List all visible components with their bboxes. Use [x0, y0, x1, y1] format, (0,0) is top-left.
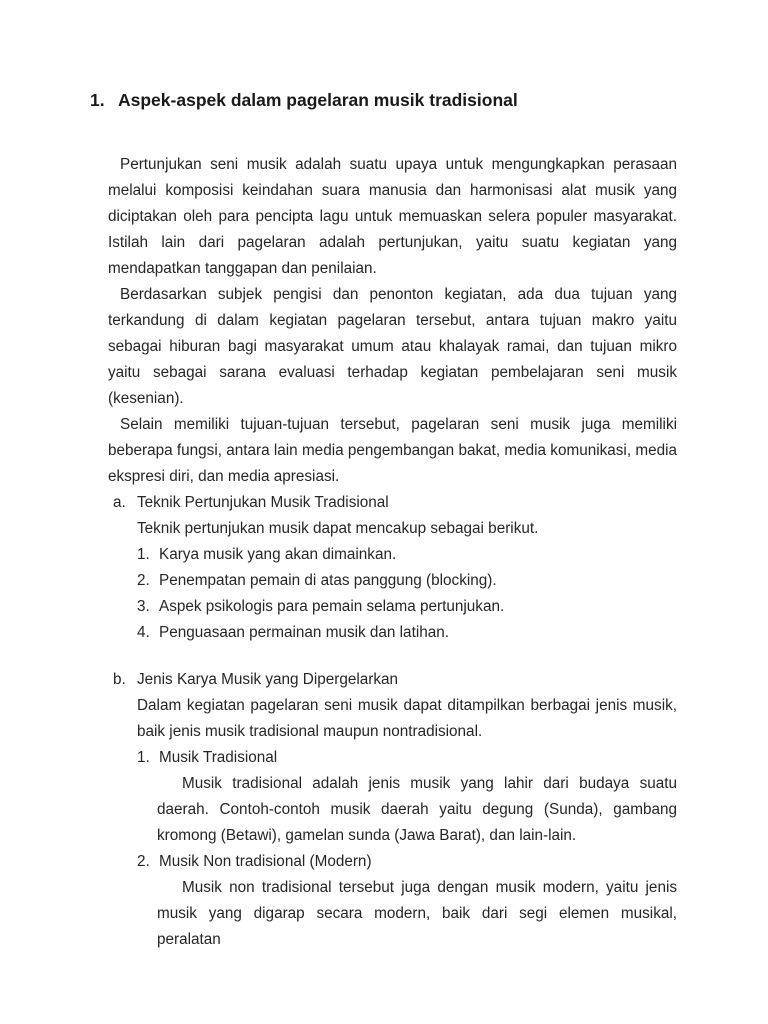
list-item-body: Musik non tradisional tersebut juga dengan musik modern, yaitu jenis musik yang digarap secara modern, baik dari segi elemen musikal, peralatan — [157, 879, 677, 948]
list-item-number: 3. — [137, 598, 150, 615]
list-item — [137, 745, 677, 771]
section-a-title: Teknik Pertunjukan Musik Tradisional — [137, 494, 389, 511]
list-item-text: Penempatan pemain di atas panggung (blocking). — [159, 572, 497, 589]
list-item-number: 1. — [137, 749, 150, 766]
paragraph-intro-3: Selain memiliki tujuan-tujuan tersebut, pagelaran seni musik juga memiliki beberapa fungsi, antara lain media pengembangan bakat, media komunikasi, media ekspresi diri, dan media apresiasi. — [108, 416, 677, 485]
list-item-text: Aspek psikologis para pemain selama pertunjukan. — [159, 598, 505, 615]
heading-number: 1. — [90, 90, 105, 110]
section-a-heading — [113, 490, 677, 516]
section-b-marker: b. — [113, 671, 126, 688]
document-body — [90, 89, 677, 953]
list-item — [137, 568, 677, 594]
section-b-title: Jenis Karya Musik yang Dipergelarkan — [137, 671, 399, 688]
list-item-text: Penguasaan permainan musik dan latihan. — [159, 624, 449, 641]
section-b-intro: Dalam kegiatan pagelaran seni musik dapat ditampilkan berbagai jenis musik, baik jenis musik tradisional maupun nontradisional. — [137, 697, 677, 740]
section-a-intro: Teknik pertunjukan musik dapat mencakup sebagai berikut. — [137, 520, 539, 537]
list-item-number: 2. — [137, 853, 150, 870]
list-item-number: 4. — [137, 624, 150, 641]
list-item — [137, 594, 677, 620]
list-item-body: Musik tradisional adalah jenis musik yang lahir dari budaya suatu daerah. Contoh-contoh musik daerah yaitu degung (Sunda), gambang kromong (Betawi), gamelan sunda (Jawa Barat), dan lain-lain. — [157, 775, 677, 844]
list-item-number: 1. — [137, 546, 150, 563]
list-item-text: Musik Non tradisional (Modern) — [159, 853, 372, 870]
list-item-text: Karya musik yang akan dimainkan. — [159, 546, 397, 563]
list-item — [137, 620, 677, 646]
section-b — [113, 667, 677, 953]
document-heading — [90, 89, 677, 111]
paragraph-intro-1: Pertunjukan seni musik adalah suatu upaya untuk mengungkapkan perasaan melalui komposisi keindahan suara manusia dan harmonisasi alat musik yang diciptakan oleh para pencipta lagu untuk memuaskan selera populer masyarakat. Istilah lain dari pagelaran adalah pertunjukan, yaitu suatu kegiatan yang mendapatkan tanggapan dan penilaian. — [108, 156, 677, 277]
section-a — [113, 490, 677, 646]
heading-title: Aspek-aspek dalam pagelaran musik tradisional — [118, 90, 518, 110]
section-a-marker: a. — [113, 494, 126, 511]
list-item — [137, 849, 677, 875]
list-item-text: Musik Tradisional — [159, 749, 278, 766]
list-item — [137, 542, 677, 568]
section-b-heading — [113, 667, 677, 693]
paragraph-intro-2: Berdasarkan subjek pengisi dan penonton kegiatan, ada dua tujuan yang terkandung di dalam kegiatan pagelaran tersebut, antara tujuan makro yaitu sebagai hiburan bagi masyarakat umum atau khalayak ramai, dan tujuan mikro yaitu sebagai sarana evaluasi terhadap kegiatan pembelajaran seni musik (kesenian). — [108, 286, 677, 407]
list-item-number: 2. — [137, 572, 150, 589]
